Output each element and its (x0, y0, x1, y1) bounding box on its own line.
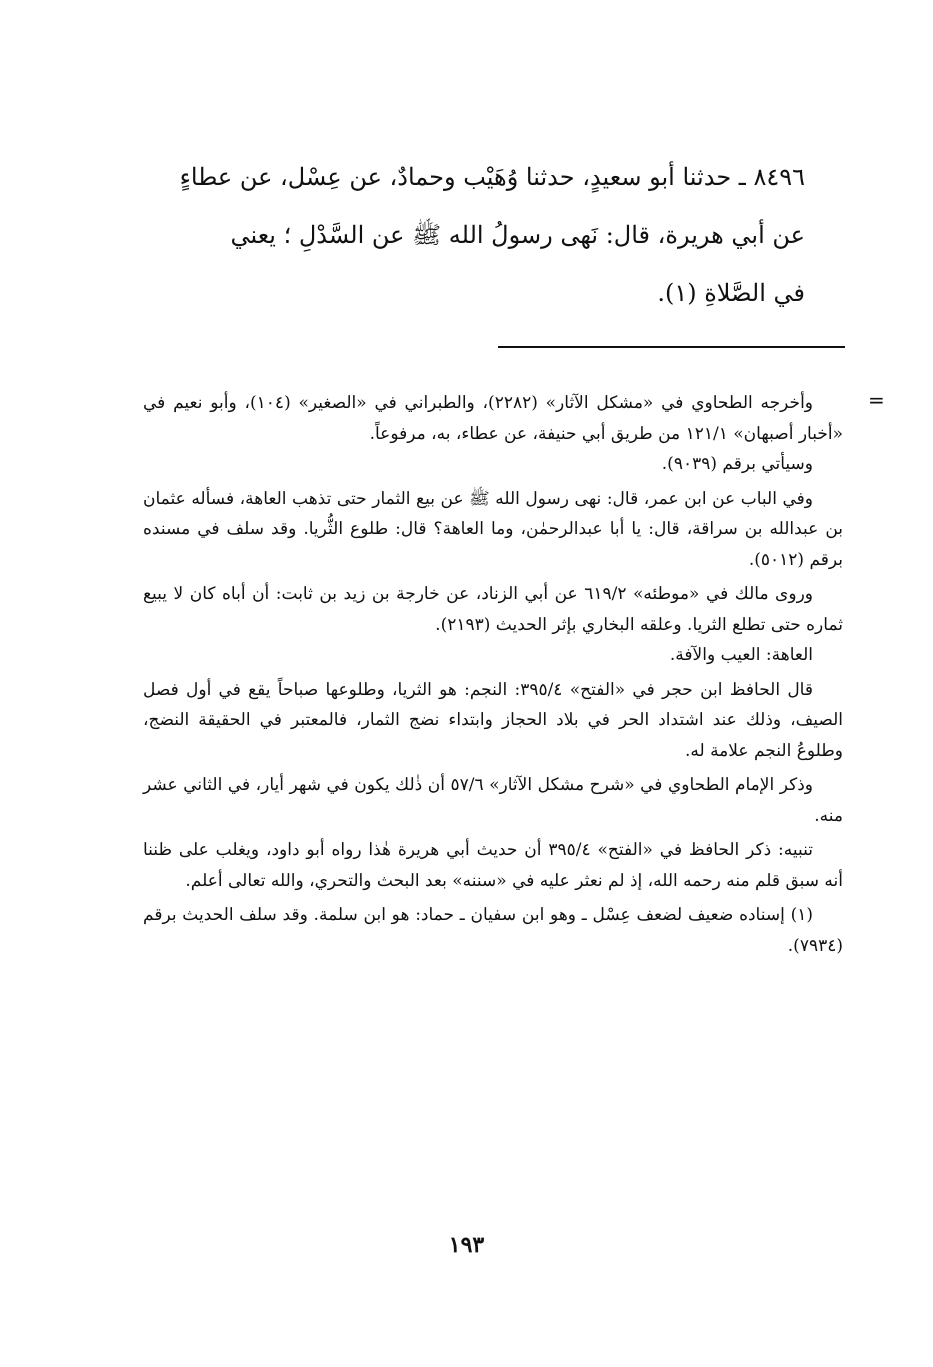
footnote-paragraph: قال الحافظ ابن حجر في «الفتح» ٣٩٥/٤: النجم: هو الثريا، وطلوعها صباحاً يقع في أول فصل الصيف، وذلك عند اشتداد الحر في بلاد الحجاز وابتداء نضج الثمار، فالمعتبر في الحقيقة النضج، وطلوعُ النجم علامة له. (143, 679, 843, 761)
hadith-line: ٨٤٩٦ ـ حدثنا أبو سعيدٍ، حدثنا وُهَيْب وحمادٌ، عن عِسْل، عن عطاءٍ (179, 163, 805, 191)
footnote-paragraph: وفي الباب عن ابن عمر، قال: نهى رسول الله ﷺ عن بيع الثمار حتى تذهب العاهة، فسأله عثمان بن عبدالله بن سراقة، قال: يا أبا عبدالرحمٰن، وما العاهة؟ قال: طلوع الثُّريا. وقد سلف في مسنده برقم (٥٠١٢). (143, 488, 843, 570)
footnote-paragraph: (١) إسناده ضعيف لضعف عِسْل ـ وهو ابن سفيان ـ حماد: هو ابن سلمة. وقد سلف الحديث برقم (٧٩٣٤). (143, 905, 843, 956)
footnotes (143, 388, 843, 961)
footnote-paragraph: وذكر الإمام الطحاوي في «شرح مشكل الآثار» ٥٧/٦ أن ذٰلك يكون في شهر أيار، في الثاني عشر منه. (143, 775, 843, 826)
hadith-text (115, 148, 805, 322)
hadith-line: عن أبي هريرة، قال: نَهى رسولُ الله ﷺ عن السَّدْلِ ؛ يعني (230, 221, 805, 249)
footnote-paragraph: تنبيه: ذكر الحافظ في «الفتح» ٣٩٥/٤ أن حديث أبي هريرة هٰذا رواه أبو داود، ويغلب على ظننا أنه سبق قلم منه رحمه الله، إذ لم نعثر عليه في «سننه» بعد البحث والتحري، والله تعالى أعلم. (143, 840, 843, 891)
footnote-paragraph: العاهة: العيب والآفة. (669, 645, 813, 665)
footnote-paragraph: وسيأتي برقم (٩٠٣٩). (661, 454, 813, 474)
page-number: ١٩٣ (448, 1232, 485, 1258)
hadith-line: في الصَّلاةِ (١). (657, 279, 805, 307)
continuation-mark: = (868, 388, 885, 412)
footnote-paragraph: وأخرجه الطحاوي في «مشكل الآثار» (٢٢٨٢)، والطبراني في «الصغير» (١٠٤)، وأبو نعيم في «أخبار أصبهان» ١٢١/١ من طريق أبي حنيفة، عن عطاء، به، مرفوعاً. (143, 393, 843, 444)
footnote-paragraph: وروى مالك في «موطئه» ٦١٩/٢ عن أبي الزناد، عن خارجة بن زيد بن ثابت: أن أباه كان لا يبيع ثماره حتى تطلع الثريا. وعلقه البخاري بإثر الحديث (٢١٩٣). (143, 584, 843, 635)
footnote-separator (498, 346, 845, 348)
